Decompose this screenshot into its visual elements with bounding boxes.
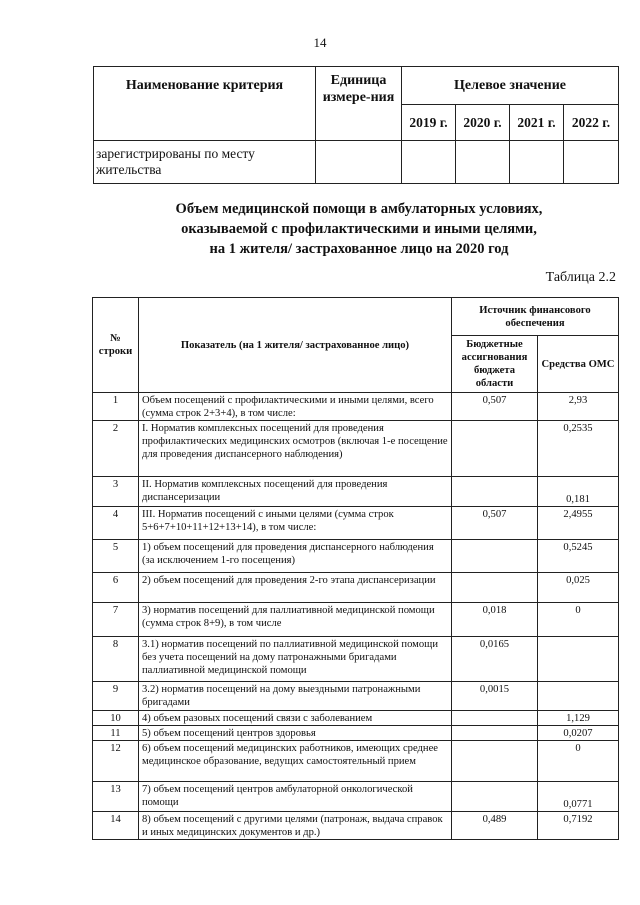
header-criterion-name: Наименование критерия	[94, 67, 316, 141]
row-number-cell: 2	[93, 421, 139, 477]
table-row	[93, 726, 619, 741]
criteria-table	[93, 66, 619, 184]
oms-value-cell	[538, 637, 619, 682]
oms-value-cell: 0,2535	[538, 421, 619, 477]
header-year: 2020 г.	[456, 105, 510, 141]
section-title-line: на 1 жителя/ застрахованное лицо на 2020 год	[209, 241, 509, 257]
year-cell	[402, 141, 456, 184]
oms-value-cell: 0,025	[538, 573, 619, 603]
year-cell	[564, 141, 619, 184]
budget-value-cell	[452, 477, 538, 507]
table-row	[93, 393, 619, 421]
table-row	[93, 507, 619, 540]
header-indicator: Показатель (на 1 жителя/ застрахованное лицо)	[139, 298, 452, 393]
table-row	[93, 603, 619, 637]
year-cell	[456, 141, 510, 184]
oms-value-cell: 2,4955	[538, 507, 619, 540]
budget-value-cell	[452, 711, 538, 726]
header-budget: Бюджетные ассигнования бюджета области	[452, 336, 538, 393]
budget-value-cell: 0,507	[452, 393, 538, 421]
indicator-cell: Объем посещений с профилактическими и иными целями, всего (сумма строк 2+3+4), в том числе:	[139, 393, 452, 421]
section-title	[0, 199, 640, 259]
budget-value-cell	[452, 726, 538, 741]
table-row	[93, 711, 619, 726]
indicator-cell: I. Норматив комплексных посещений для проведения профилактических медицинских осмотров (включая 1-е посещение для проведения диспансерного наблюдения)	[139, 421, 452, 477]
header-year: 2019 г.	[402, 105, 456, 141]
oms-value-cell: 0,181	[538, 477, 619, 507]
indicator-cell: 2) объем посещений для проведения 2-го этапа диспансеризации	[139, 573, 452, 603]
table-row	[93, 782, 619, 812]
table-label: Таблица 2.2	[545, 270, 616, 285]
header-year: 2022 г.	[564, 105, 619, 141]
row-number-cell: 3	[93, 477, 139, 507]
indicator-cell: 3) норматив посещений для паллиативной медицинской помощи (сумма строк 8+9), в том числе	[139, 603, 452, 637]
oms-value-cell: 0	[538, 603, 619, 637]
oms-value-cell: 1,129	[538, 711, 619, 726]
indicator-cell: 8) объем посещений с другими целями (патронаж, выдача справок и иных медицинских документов и др.)	[139, 812, 452, 840]
header-year: 2021 г.	[510, 105, 564, 141]
budget-value-cell	[452, 741, 538, 782]
budget-value-cell: 0,0015	[452, 682, 538, 711]
budget-value-cell: 0,0165	[452, 637, 538, 682]
table-row	[93, 812, 619, 840]
section-title-line: Объем медицинской помощи в амбулаторных условиях,	[175, 201, 543, 217]
row-number-cell: 11	[93, 726, 139, 741]
row-number-cell: 6	[93, 573, 139, 603]
table-row	[93, 741, 619, 782]
budget-value-cell	[452, 540, 538, 573]
indicator-cell: 4) объем разовых посещений связи с заболеванием	[139, 711, 452, 726]
indicator-cell: II. Норматив комплексных посещений для проведения диспансеризации	[139, 477, 452, 507]
budget-value-cell	[452, 573, 538, 603]
indicator-cell: 1) объем посещений для проведения диспансерного наблюдения (за исключением 1-го посещения)	[139, 540, 452, 573]
unit-cell	[316, 141, 402, 184]
table-row	[93, 573, 619, 603]
oms-value-cell: 0,7192	[538, 812, 619, 840]
header-row-number: № строки	[93, 298, 139, 393]
row-number-cell: 5	[93, 540, 139, 573]
header-oms: Средства ОМС	[538, 336, 619, 393]
budget-value-cell: 0,507	[452, 507, 538, 540]
table-row	[94, 141, 619, 184]
oms-value-cell: 0,0207	[538, 726, 619, 741]
volume-table	[92, 297, 619, 840]
row-number-cell: 13	[93, 782, 139, 812]
table-row	[93, 540, 619, 573]
indicator-cell: 7) объем посещений центров амбулаторной онкологической помощи	[139, 782, 452, 812]
header-unit: Единица измере-ния	[316, 67, 402, 141]
table-row	[93, 682, 619, 711]
row-number-cell: 12	[93, 741, 139, 782]
row-number-cell: 9	[93, 682, 139, 711]
budget-value-cell	[452, 782, 538, 812]
table-row	[93, 637, 619, 682]
budget-value-cell	[452, 421, 538, 477]
indicator-cell: III. Норматив посещений с иными целями (сумма строк 5+6+7+10+11+12+13+14), в том числе:	[139, 507, 452, 540]
oms-value-cell: 0	[538, 741, 619, 782]
section-title-line: оказываемой с профилактическими и иными целями,	[181, 221, 537, 237]
year-cell	[510, 141, 564, 184]
criterion-name-cell: зарегистрированы по месту жительства	[94, 141, 316, 184]
row-number-cell: 10	[93, 711, 139, 726]
oms-value-cell: 2,93	[538, 393, 619, 421]
row-number-cell: 8	[93, 637, 139, 682]
oms-value-cell: 0,5245	[538, 540, 619, 573]
oms-value-cell: 0,0771	[538, 782, 619, 812]
table-row	[93, 477, 619, 507]
indicator-cell: 5) объем посещений центров здоровья	[139, 726, 452, 741]
row-number-cell: 1	[93, 393, 139, 421]
oms-value-cell	[538, 682, 619, 711]
indicator-cell: 3.1) норматив посещений по паллиативной медицинской помощи без учета посещений на дому патронажными бригадами паллиативной медицинской помощи	[139, 637, 452, 682]
indicator-cell: 3.2) норматив посещений на дому выездными патронажными бригадами	[139, 682, 452, 711]
budget-value-cell: 0,489	[452, 812, 538, 840]
header-target-value: Целевое значение	[402, 67, 619, 105]
page-number: 14	[313, 35, 327, 50]
budget-value-cell: 0,018	[452, 603, 538, 637]
row-number-cell: 14	[93, 812, 139, 840]
row-number-cell: 7	[93, 603, 139, 637]
header-funding-source: Источник финансового обеспечения	[452, 298, 619, 336]
table-row	[93, 421, 619, 477]
row-number-cell: 4	[93, 507, 139, 540]
indicator-cell: 6) объем посещений медицинских работников, имеющих среднее медицинское образование, ведущих самостоятельный прием	[139, 741, 452, 782]
